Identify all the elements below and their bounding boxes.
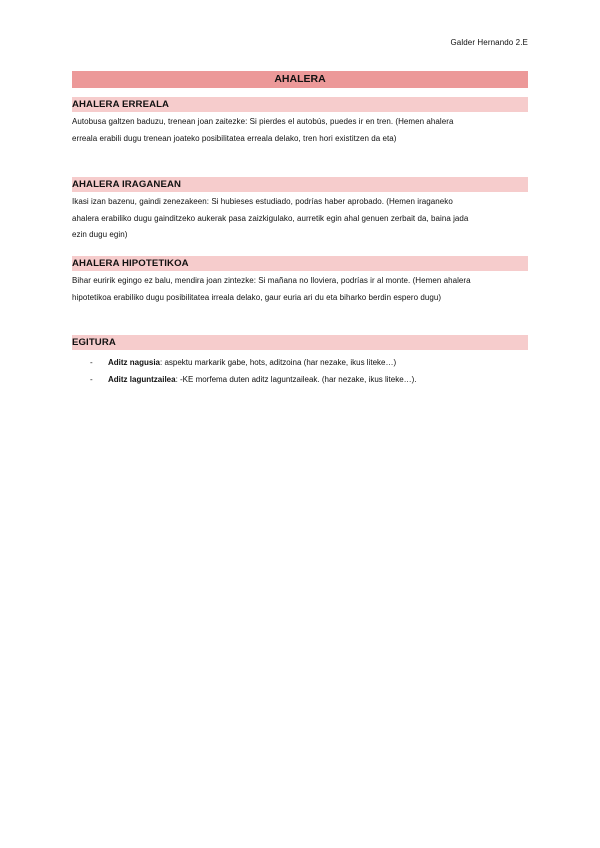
section-ahalera-erreala (72, 97, 528, 147)
list-item (72, 371, 528, 388)
section-ahalera-hipotetikoa (72, 256, 528, 306)
section-text: Ikasi izan bazenu, gaindi zenezakeen: Si hubieses estudiado, podrías haber aprobado. (Hemen iraganeko ahalera erabiliko dugu gainditzeko aukerak pasa zaizkigulako, aurretik egin ahal genuen zerbait da, baina jada ezin dugu egin) (72, 197, 469, 239)
list-item-term: Aditz laguntzailea (108, 375, 176, 384)
section-egitura (72, 335, 528, 388)
egitura-list (72, 354, 528, 388)
header-author: Galder Hernando 2.E (450, 38, 528, 47)
section-heading: AHALERA HIPOTETIKOA (72, 256, 528, 271)
section-text: Autobusa galtzen baduzu, trenean joan zaitezke: Si pierdes el autobús, puedes ir en tren. (Hemen ahalera erreala erabili dugu trenean joateko posibilitatea erreala delako, tren hori existitzen da eta) (72, 117, 454, 143)
section-heading: EGITURA (72, 335, 528, 350)
section-text: Bihar euririk egingo ez balu, mendira joan zintezke: Si mañana no lloviera, podrías ir al monte. (Hemen ahalera hipotetikoa erabiliko dugu posibilitatea irreala delako, gaur euria ari du eta biharko berdin espero dugu) (72, 276, 471, 302)
section-heading: AHALERA ERREALA (72, 97, 528, 112)
list-item-desc: : -KE morfema duten aditz laguntzaileak. (har nezake, ikus liteke…). (175, 375, 417, 384)
list-item-term: Aditz nagusia (108, 358, 161, 367)
list-dash: - (90, 375, 93, 384)
list-item (72, 354, 528, 371)
page-title: AHALERA (72, 71, 528, 88)
section-heading: AHALERA IRAGANEAN (72, 177, 528, 192)
list-item-desc: : aspektu markarik gabe, hots, aditzoina (har nezake, ikus liteke…) (160, 358, 397, 367)
list-dash: - (90, 358, 93, 367)
section-ahalera-iraganean (72, 177, 528, 244)
